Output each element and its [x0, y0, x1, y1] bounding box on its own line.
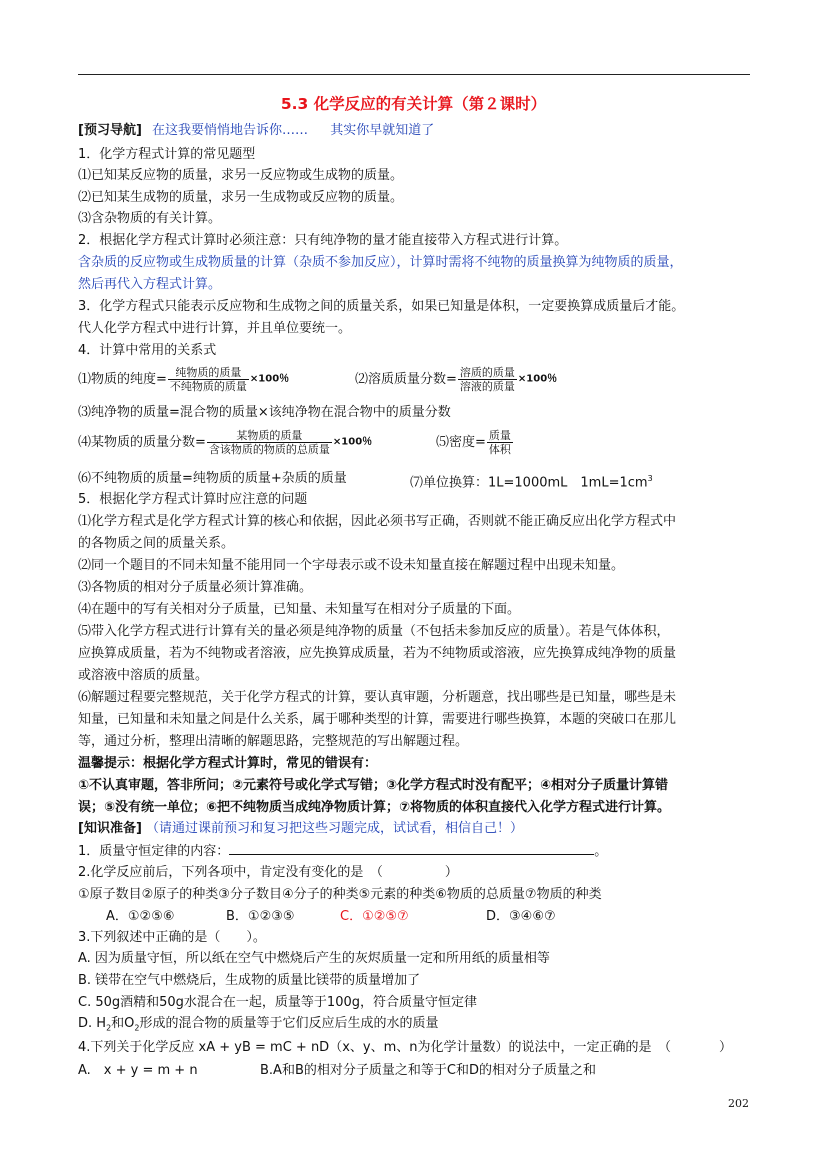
section-5-text: ⑶各物质的相对分子质量必须计算准确。 [78, 580, 313, 595]
formula-solute-fraction-expr [458, 366, 517, 393]
question-4 [78, 1039, 732, 1057]
question-3-option-b[interactable]: B. 镁带在空气中燃烧后，生成物的质量比镁带的质量增加了 [78, 973, 421, 988]
question-2-text: 2.化学反应前后，下列各项中，肯定没有变化的是 （ [78, 865, 383, 880]
fraction-numerator: 溶质的质量 [459, 366, 515, 379]
question-2-close: ） [444, 865, 458, 880]
prep-label: [知识准备] [78, 821, 142, 836]
question-2-option-a[interactable]: A．①②⑤⑥ [106, 909, 175, 924]
section-4-heading: 4．计算中常用的关系式 [78, 343, 217, 358]
fraction-denominator: 含该物质的物质的总质量 [208, 443, 330, 456]
fraction-denominator: 溶液的质量 [459, 380, 515, 393]
section-5-text: ⑹解题过程要完整规范，关于化学方程式的计算，要认真审题，分析题意，找出哪些是已知量，哪些是未 [78, 690, 677, 705]
section-5-text: 应换算成质量，若为不纯物或者溶液，应先换算成质量，若为不纯物质或溶液，应先换算成纯净物的质量 [78, 646, 677, 661]
section-5-text: ⑵同一个题目的不同未知量不能用同一个字母表示或不设未知量直接在解题过程中出现未知量。 [78, 558, 625, 573]
tip-text: 误；⑤没有统一单位；⑥把不纯物质当成纯净物质计算；⑦将物质的体积直接代入化学方程式进行计算。 [78, 800, 671, 815]
section-5-text: ⑸带入化学方程式进行计算有关的量必须是纯净物的质量（不包括未参加反应的质量）。若是气体体积， [78, 624, 670, 639]
option-d-text: 形成的混合物的质量等于它们反应后生成的水的质量 [139, 1016, 439, 1031]
formula-density [436, 429, 514, 456]
question-3-option-d[interactable] [78, 1015, 439, 1038]
answer-blank[interactable] [229, 842, 594, 855]
tip-heading: 温馨提示：根据化学方程式计算时，常见的错误有： [78, 756, 378, 771]
fraction-numerator: 纯物质的质量 [175, 366, 242, 379]
top-rule [78, 74, 750, 75]
times-100-percent: ×100％ [517, 373, 558, 385]
section-1-item: ⑵已知某生成物的质量，求另一生成物或反应物的质量。 [78, 190, 404, 205]
formula-pure-mass: ⑶纯净物的质量=混合物的质量×该纯净物在混合物中的质量分数 [78, 405, 451, 420]
question-4-text: 4.下列关于化学反应 xA + yB = mC + nD（x、y、m、n为化学计量数）的说法中，一定正确的是 （ [78, 1040, 671, 1055]
section-1-heading: 1．化学方程式计算的常见题型 [78, 147, 256, 162]
tip-text: ①不认真审题，答非所问；②元素符号或化学式写错；③化学方程式时没有配平；④相对分子质量计算错 [78, 778, 669, 793]
formula-impure-mass: ⑹不纯物质的质量=纯物质的质量+杂质的质量 [78, 471, 347, 486]
prep-line [78, 820, 523, 838]
subscript: 2 [106, 1023, 112, 1033]
formula-density-expr [487, 429, 513, 456]
fraction-numerator: 某物质的质量 [236, 429, 303, 442]
question-1-text: 1．质量守恒定律的内容： [78, 844, 230, 859]
section-1-item: ⑶含杂物质的有关计算。 [78, 211, 222, 226]
formula-mass-fraction [78, 429, 372, 456]
formula-purity-label: ⑴物质的纯度= [78, 372, 167, 387]
question-4-option-a[interactable]: A. x + y = m + n [78, 1063, 198, 1078]
superscript: 3 [647, 474, 653, 483]
question-2-option-c[interactable]: C．①②⑤⑦ [340, 909, 409, 924]
times-100-percent: ×100％ [332, 436, 373, 448]
preview-slogan: 在这我要悄悄地告诉你…… [152, 123, 309, 138]
formula-density-label: ⑸密度= [436, 435, 486, 450]
question-3-text: 3.下列叙述中正确的是（ ）。 [78, 930, 266, 945]
formula-unit-conversion [410, 470, 653, 492]
page-title: 5.3 化学反应的有关计算（第２课时） [280, 95, 547, 113]
question-4-option-b[interactable]: B.A和B的相对分子质量之和等于C和D的相对分子质量之和 [260, 1063, 596, 1078]
section-2-note: 含杂质的反应物或生成物质量的计算（杂质不参加反应），计算时需将不纯物的质量换算为纯物质的质量， [78, 255, 683, 270]
question-4-close: ） [719, 1040, 733, 1055]
option-d-text: 和O [111, 1016, 135, 1031]
section-1-item: ⑴已知某反应物的质量，求另一反应物或生成物的质量。 [78, 168, 404, 183]
page-number: 202 [728, 1097, 749, 1110]
section-2-note: 然后再代入方程式计算。 [78, 277, 222, 292]
prep-note: （请通过课前预习和复习把这些习题完成，试试看，相信自己！） [146, 821, 524, 836]
section-5-text: 的各物质之间的质量关系。 [78, 536, 235, 551]
option-d-text: D. H [78, 1016, 107, 1031]
section-5-text: 知量，已知量和未知量之间是什么关系，属于哪种类型的计算，需要进行哪些换算，本题的突破口在那儿 [78, 712, 677, 727]
formula-solute-fraction [355, 366, 557, 393]
subscript: 2 [134, 1023, 140, 1033]
fraction-denominator: 不纯物质的质量 [169, 380, 247, 393]
formula-purity-fraction [168, 366, 249, 393]
section-5-text: ⑴化学方程式是化学方程式计算的核心和依据，因此必须书写正确，否则就不能正确反应出化学方程式中 [78, 514, 677, 529]
preview-nav-line [78, 122, 434, 140]
section-2-text: 2．根据化学方程式计算时必须注意：只有纯净物的量才能直接带入方程式进行计算。 [78, 233, 568, 248]
question-2 [78, 864, 458, 882]
formula-mass-fraction-label: ⑷某物质的质量分数= [78, 435, 206, 450]
question-2-items: ①原子数目②原子的种类③分子数目④分子的种类⑤元素的种类⑥物质的总质量⑦物质的种类 [78, 887, 602, 902]
fraction-numerator: 质量 [488, 429, 511, 442]
section-5-text: 或溶液中溶质的质量。 [78, 668, 209, 683]
section-5-text: 等，通过分析，整理出清晰的解题思路，完整规范的写出解题过程。 [78, 734, 469, 749]
formula-solute-label: ⑵溶质质量分数= [355, 372, 457, 387]
section-5-text: ⑷在题中的写有关相对分子质量，已知量、未知量写在相对分子质量的下面。 [78, 602, 521, 617]
question-2-option-d[interactable]: D．③④⑥⑦ [486, 909, 556, 924]
unit-conversion-text: ⑺单位换算：1L=1000mL 1mL=1cm [410, 475, 648, 491]
fraction-denominator: 体积 [488, 443, 511, 456]
question-1-end: 。 [594, 844, 608, 859]
question-1 [78, 842, 607, 861]
preview-label: [预习导航] [78, 123, 142, 138]
formula-purity [78, 366, 289, 393]
question-2-option-b[interactable]: B．①②③⑤ [226, 909, 295, 924]
section-5-heading: 5．根据化学方程式计算时应注意的问题 [78, 492, 308, 507]
question-3-option-a[interactable]: A. 因为质量守恒，所以纸在空气中燃烧后产生的灰烬质量一定和所用纸的质量相等 [78, 951, 550, 966]
section-3-text: 3．化学方程式只能表示反应物和生成物之间的质量关系，如果已知量是体积，一定要换算成质量后才能。 [78, 299, 685, 314]
section-3-text: 代人化学方程式中进行计算，并且单位要统一。 [78, 321, 352, 336]
question-3-option-c[interactable]: C. 50g酒精和50g水混合在一起，质量等于100g，符合质量守恒定律 [78, 995, 477, 1010]
formula-mass-fraction-expr [207, 429, 332, 456]
times-100-percent: ×100％ [249, 373, 290, 385]
preview-slogan-2: 其实你早就知道了 [330, 123, 435, 138]
